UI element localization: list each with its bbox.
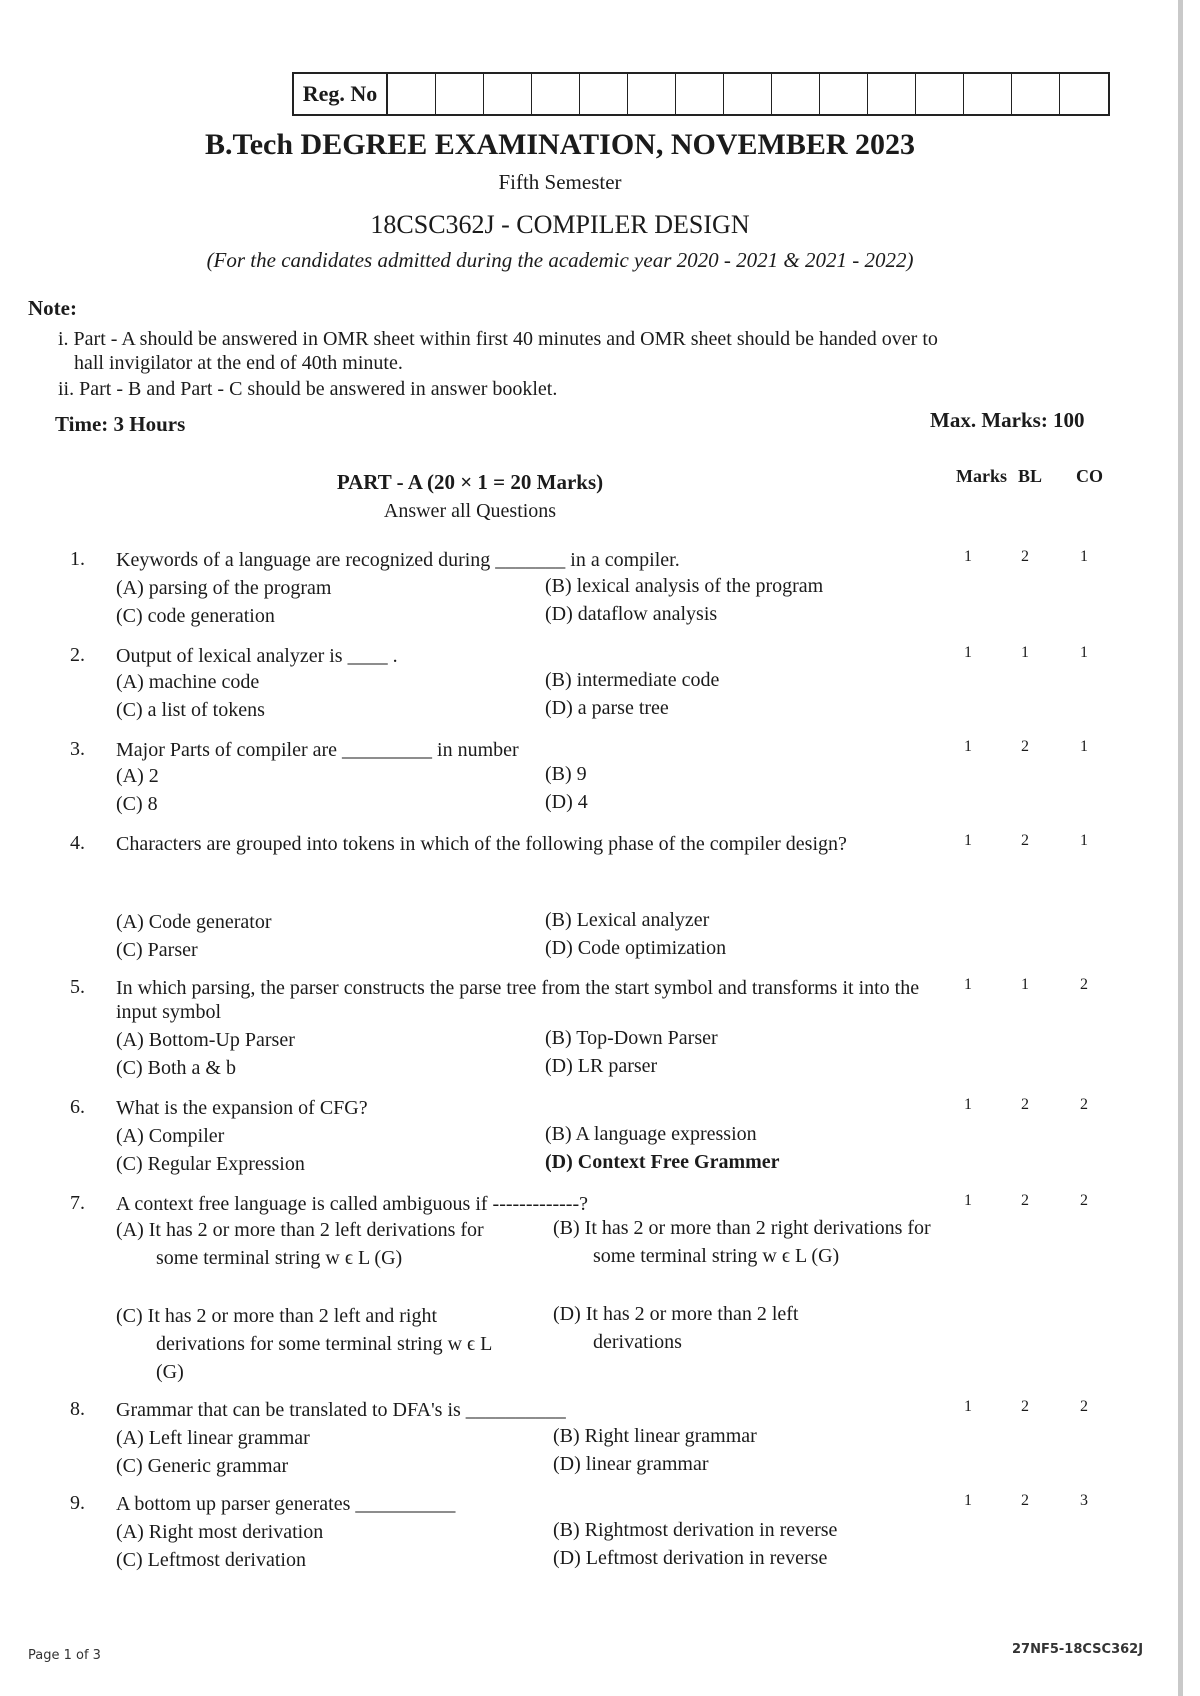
question-number: 6. [70, 1096, 85, 1118]
question-text: In which parsing, the parser constructs the parse tree from the start symbol and transforms it into the input symbol [116, 977, 920, 1023]
question-text: Output of lexical analyzer is ____ . [116, 645, 398, 667]
page-edge-shadow [1178, 0, 1183, 1696]
co-value: 1 [1080, 548, 1088, 565]
option-c: (C) Leftmost derivation [116, 1549, 306, 1571]
marks-value: 1 [964, 1192, 972, 1209]
option-b: (B) Lexical analyzer [545, 909, 710, 931]
course-title: 18CSC362J - COMPILER DESIGN [370, 210, 750, 239]
question-text: What is the expansion of CFG? [116, 1097, 368, 1119]
co-value: 3 [1080, 1492, 1088, 1509]
reg-box [772, 74, 820, 114]
question-number: 3. [70, 738, 85, 760]
candidates-note: (For the candidates admitted during the academic year 2020 - 2021 & 2021 - 2022) [206, 248, 914, 272]
reg-box [388, 74, 436, 114]
note-label: Note: [28, 296, 77, 320]
option-a: (A) parsing of the program [116, 577, 332, 599]
option-b: (B) It has 2 or more than 2 right derivations for some terminal string w ϵ L (G) [553, 1217, 931, 1267]
question-number: 7. [70, 1192, 85, 1214]
reg-box [916, 74, 964, 114]
marks-value: 1 [964, 1492, 972, 1509]
option-d: (D) Context Free Grammer [545, 1151, 780, 1173]
question-number: 5. [70, 976, 85, 998]
option-b: (B) Top-Down Parser [545, 1027, 718, 1049]
option-c: (C) code generation [116, 605, 275, 627]
marks-value: 1 [964, 1398, 972, 1415]
reg-box [628, 74, 676, 114]
part-a-subheading: Answer all Questions [383, 500, 557, 522]
marks-value: 1 [964, 976, 972, 993]
reg-no-boxes [292, 72, 1110, 116]
reg-box [484, 74, 532, 114]
reg-box [820, 74, 868, 114]
col-bl: BL [1018, 466, 1043, 486]
marks-value: 1 [964, 832, 972, 849]
marks-value: 1 [964, 548, 972, 565]
reg-box [580, 74, 628, 114]
reg-box [964, 74, 1012, 114]
question-number: 4. [70, 832, 85, 854]
co-value: 1 [1080, 738, 1088, 755]
reg-no-label: Reg. No [294, 74, 388, 114]
question-number: 1. [70, 548, 85, 570]
part-a-heading: PART - A (20 × 1 = 20 Marks) [336, 470, 604, 494]
option-a: (A) Code generator [116, 911, 272, 933]
option-a: (A) Compiler [116, 1125, 225, 1147]
option-c: (C) Both a & b [116, 1057, 236, 1079]
option-c: (C) 8 [116, 793, 158, 815]
bl-value: 1 [1021, 976, 1029, 993]
question-text: Major Parts of compiler are _________ in number [116, 739, 519, 761]
bl-value: 2 [1021, 1492, 1029, 1509]
question-text: Grammar that can be translated to DFA's is __________ [116, 1399, 566, 1421]
option-a: (A) 2 [116, 765, 159, 787]
option-a: (A) It has 2 or more than 2 left derivations for some terminal string w ϵ L (G) [116, 1219, 484, 1269]
reg-box [676, 74, 724, 114]
bl-value: 2 [1021, 1398, 1029, 1415]
co-value: 2 [1080, 1398, 1088, 1415]
time-duration: Time: 3 Hours [55, 412, 186, 436]
col-marks: Marks [956, 466, 1007, 486]
question-number: 2. [70, 644, 85, 666]
option-c: (C) a list of tokens [116, 699, 265, 721]
option-d: (D) 4 [545, 791, 588, 813]
option-a: (A) Left linear grammar [116, 1427, 310, 1449]
option-b: (B) A language expression [545, 1123, 757, 1145]
note-i-line1: i. Part - A should be answered in OMR sheet within first 40 minutes and OMR sheet should be handed over to [58, 328, 938, 350]
co-value: 2 [1080, 1192, 1088, 1209]
reg-box [532, 74, 580, 114]
option-c: (C) It has 2 or more than 2 left and right derivations for some terminal string w ϵ L (G) [116, 1305, 492, 1383]
bl-value: 2 [1021, 832, 1029, 849]
co-value: 2 [1080, 976, 1088, 993]
max-marks: Max. Marks: 100 [930, 408, 1085, 432]
co-value: 1 [1080, 832, 1088, 849]
option-c: (C) Parser [116, 939, 198, 961]
exam-title: B.Tech DEGREE EXAMINATION, NOVEMBER 2023 [204, 128, 916, 161]
option-b: (B) 9 [545, 763, 587, 785]
question-text: Characters are grouped into tokens in which of the following phase of the compiler design? [116, 833, 847, 855]
semester: Fifth Semester [498, 170, 622, 194]
bl-value: 1 [1021, 644, 1029, 661]
paper-code: 27NF5-18CSC362J [1012, 1642, 1144, 1657]
option-a: (A) Right most derivation [116, 1521, 324, 1543]
co-value: 2 [1080, 1096, 1088, 1113]
reg-box [724, 74, 772, 114]
option-b: (B) Right linear grammar [553, 1425, 757, 1447]
option-a: (A) Bottom-Up Parser [116, 1029, 295, 1051]
option-d: (D) linear grammar [553, 1453, 709, 1475]
question-text: A bottom up parser generates __________ [116, 1493, 456, 1515]
marks-value: 1 [964, 738, 972, 755]
option-b: (B) lexical analysis of the program [545, 575, 824, 597]
option-c: (C) Regular Expression [116, 1153, 305, 1175]
question-text: A context free language is called ambiguous if -------------? [116, 1193, 589, 1215]
page-number: Page 1 of 3 [28, 1648, 101, 1663]
option-d: (D) LR parser [545, 1055, 658, 1077]
option-d: (D) It has 2 or more than 2 left derivations [553, 1303, 799, 1353]
reg-box [868, 74, 916, 114]
reg-box [436, 74, 484, 114]
reg-box [1060, 74, 1108, 114]
question-number: 8. [70, 1398, 85, 1420]
bl-value: 2 [1021, 1096, 1029, 1113]
col-co: CO [1076, 466, 1103, 486]
co-value: 1 [1080, 644, 1088, 661]
option-b: (B) Rightmost derivation in reverse [553, 1519, 838, 1541]
question-text: Keywords of a language are recognized during _______ in a compiler. [116, 549, 680, 571]
bl-value: 2 [1021, 548, 1029, 565]
option-a: (A) machine code [116, 671, 260, 693]
note-i-line2: hall invigilator at the end of 40th minute. [74, 352, 403, 374]
option-d: (D) a parse tree [545, 697, 669, 719]
option-d: (D) Leftmost derivation in reverse [553, 1547, 828, 1569]
bl-value: 2 [1021, 1192, 1029, 1209]
bl-value: 2 [1021, 738, 1029, 755]
marks-value: 1 [964, 1096, 972, 1113]
reg-box [1012, 74, 1060, 114]
note-ii: ii. Part - B and Part - C should be answered in answer booklet. [58, 378, 558, 400]
option-c: (C) Generic grammar [116, 1455, 289, 1477]
question-number: 9. [70, 1492, 85, 1514]
option-b: (B) intermediate code [545, 669, 720, 691]
option-d: (D) dataflow analysis [545, 603, 718, 625]
option-d: (D) Code optimization [545, 937, 727, 959]
marks-value: 1 [964, 644, 972, 661]
